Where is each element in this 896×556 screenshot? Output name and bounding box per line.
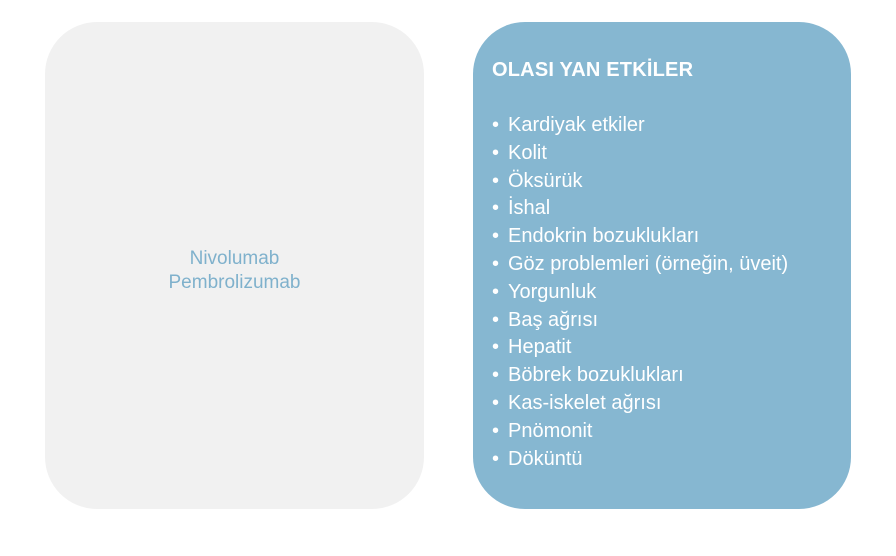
list-item xyxy=(492,168,851,196)
side-effect-label: Öksürük xyxy=(508,169,583,192)
bullet-icon: • xyxy=(492,169,500,192)
bullet-icon: • xyxy=(492,308,500,331)
side-effects-card xyxy=(473,22,851,509)
drug-name: Pembrolizumab xyxy=(168,271,301,293)
list-item xyxy=(492,390,851,418)
list-item xyxy=(492,140,851,168)
side-effect-label: Göz problemleri (örneğin, üveit) xyxy=(508,252,789,275)
side-effect-label: Kardiyak etkiler xyxy=(508,114,645,136)
bullet-icon: • xyxy=(492,225,500,248)
side-effects-list xyxy=(492,112,851,473)
bullet-icon: • xyxy=(492,391,500,414)
side-effect-label: Yorgunluk xyxy=(508,280,597,303)
side-effect-label: Böbrek bozuklukları xyxy=(508,364,684,387)
bullet-icon: • xyxy=(492,364,500,387)
side-effect-label: Pnömonit xyxy=(508,419,593,442)
bullet-icon: • xyxy=(492,197,500,220)
side-effect-label: Kolit xyxy=(508,141,547,164)
list-item xyxy=(492,112,851,140)
list-item xyxy=(492,334,851,362)
list-item xyxy=(492,418,851,446)
bullet-icon: • xyxy=(492,280,500,303)
bullet-icon: • xyxy=(492,336,500,359)
side-effects-title: OLASI YAN ETKİLER xyxy=(492,59,694,81)
side-effect-label: Endokrin bozuklukları xyxy=(508,225,700,248)
side-effect-label: Döküntü xyxy=(508,447,583,470)
list-item xyxy=(492,251,851,279)
bullet-icon: • xyxy=(492,252,500,275)
list-item xyxy=(492,195,851,223)
side-effect-label: İshal xyxy=(508,197,551,220)
drug-card xyxy=(45,22,424,509)
side-effect-label: Kas-iskelet ağrısı xyxy=(508,391,662,414)
bullet-icon: • xyxy=(492,419,500,442)
list-item xyxy=(492,279,851,307)
drug-name: Nivolumab xyxy=(189,247,280,269)
bullet-icon: • xyxy=(492,141,500,164)
list-item xyxy=(492,223,851,251)
side-effect-label: Baş ağrısı xyxy=(508,308,599,331)
list-item xyxy=(492,362,851,390)
list-item xyxy=(492,446,851,474)
side-effect-label: Hepatit xyxy=(508,336,572,359)
bullet-icon: • xyxy=(492,114,500,136)
drug-list xyxy=(169,247,301,295)
list-item xyxy=(492,307,851,335)
bullet-icon: • xyxy=(492,447,500,470)
